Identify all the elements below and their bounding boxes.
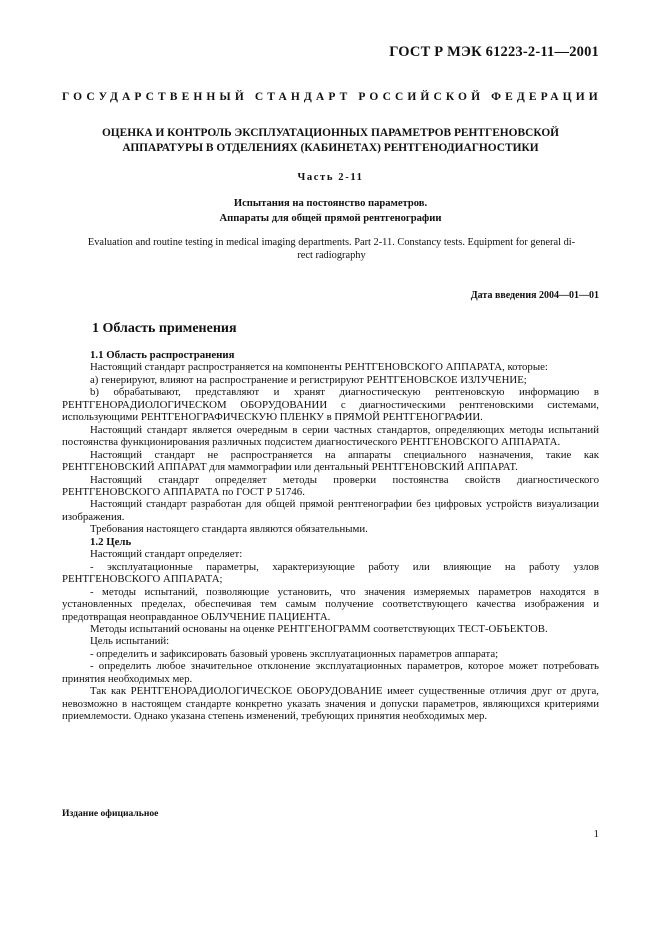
paragraph: Настоящий стандарт определяет: xyxy=(90,548,243,561)
page-number: 1 xyxy=(593,828,599,840)
title-line-2: АППАРАТУРЫ В ОТДЕЛЕНИЯХ (КАБИНЕТАХ) РЕНТГЕНОДИАГНОСТИКИ xyxy=(122,142,539,154)
subtitle-line-1: Испытания на постоянство параметров. xyxy=(233,198,428,209)
paragraph: Настоящий стандарт определяет методы проверки постоянства свойств диагностического РЕНТГЕНОВСКОГО АППАРАТА по ГОСТ Р 51746. xyxy=(62,473,599,498)
paragraph: Настоящий стандарт разработан для общей прямой рентгенографии без цифровых устройств визуализации изображения. xyxy=(62,498,599,523)
english-title xyxy=(64,236,599,262)
paragraph: Требования настоящего стандарта являются обязательными. xyxy=(90,523,368,536)
list-item: b) обрабатывают, представляют и хранят диагностическую рентгеновскую информацию в РЕНТГЕНОРАДИОЛОГИЧЕСКОМ ОБОРУДОВАНИИ с диагностическими рентгеновскими системами, использующими РЕНТГЕНОГРАФИЧЕСКУЮ ПЛЕНКУ в ПРЯМОЙ РЕНТГЕНОГРАФИИ. xyxy=(62,386,599,424)
list-item: - определить и зафиксировать базовый уровень эксплуатационных параметров аппарата; xyxy=(90,647,499,660)
list-item: - эксплуатационные параметры, характеризующие работу или влияющие на работу узлов РЕНТГЕНОВСКОГО АППАРАТА; xyxy=(62,560,599,586)
subsection-heading-purpose: 1.2 Цель xyxy=(90,535,132,548)
introduction-date: Дата введения 2004—01—01 xyxy=(470,290,599,301)
list-item: - методы испытаний, позволяющие установить, что значения измеряемых параметров находятся в установленных пределах, обеспечивая тем самым получение соответствующего качества изображения и предотвращая неоправданное ОБЛУЧЕНИЕ ПАЦИЕНТА. xyxy=(62,585,599,623)
part-label: Часть 2-11 xyxy=(297,172,364,183)
document-number: ГОСТ Р МЭК 61223-2-11—2001 xyxy=(389,44,599,60)
paragraph: Цель испытаний: xyxy=(90,635,170,648)
section-heading: 1 Область применения xyxy=(92,321,237,336)
official-edition-label: Издание официальное xyxy=(62,808,159,819)
list-item: - определить любое значительное отклонение эксплуатационных параметров, которое может потребовать принятия необходимых мер. xyxy=(62,660,599,685)
document-title xyxy=(62,126,599,156)
paragraph: Настоящий стандарт распространяется на компоненты РЕНТГЕНОВСКОГО АППАРАТА, которые: xyxy=(90,361,548,374)
subtitle-line-2: Аппараты для общей прямой рентгенографии xyxy=(219,213,442,224)
english-title-line-2: rect radiography xyxy=(297,250,366,261)
paragraph: Так как РЕНТГЕНОРАДИОЛОГИЧЕСКОЕ ОБОРУДОВАНИЕ имеет существенные отличия друг от друга, невозможно в настоящем стандарте конкретно указать значения и допуски параметров, являющихся критериями приемлемости. Однако указана степень изменений, требующих принятия необходимых мер. xyxy=(62,685,599,723)
title-line-1: ОЦЕНКА И КОНТРОЛЬ ЭКСПЛУАТАЦИОННЫХ ПАРАМЕТРОВ РЕНТГЕНОВСКОЙ xyxy=(101,127,560,139)
document-subtitle xyxy=(62,196,599,226)
paragraph: Настоящий стандарт не распространяется на аппараты специального назначения, такие как РЕНТГЕНОВСКИЙ АППАРАТ для маммографии или дентальный РЕНТГЕНОВСКИЙ АППАРАТ. xyxy=(62,448,599,474)
list-item: а) генерируют, влияют на распространение и регистрируют РЕНТГЕНОВСКОЕ ИЗЛУЧЕНИЕ; xyxy=(90,373,527,386)
section-body xyxy=(62,349,599,723)
paragraph: Методы испытаний основаны на оценке РЕНТГЕНОГРАММ соответствующих ТЕСТ-ОБЪЕКТОВ. xyxy=(90,622,548,635)
english-title-line-1: Evaluation and routine testing in medical imaging departments. Part 2-11. Constancy tests. Equipment for general di- xyxy=(87,237,576,248)
state-standard-heading: ГОСУДАРСТВЕННЫЙ СТАНДАРТ РОССИЙСКОЙ ФЕДЕРАЦИИ xyxy=(62,91,602,103)
paragraph: Настоящий стандарт является очередным в серии частных стандартов, определяющих методы испытаний постоянства функционирования различных подсистем диагностического РЕНТГЕНОВСКОГО АППАРАТА. xyxy=(62,423,599,449)
subsection-heading-scope: 1.1 Область распространения xyxy=(90,349,235,361)
